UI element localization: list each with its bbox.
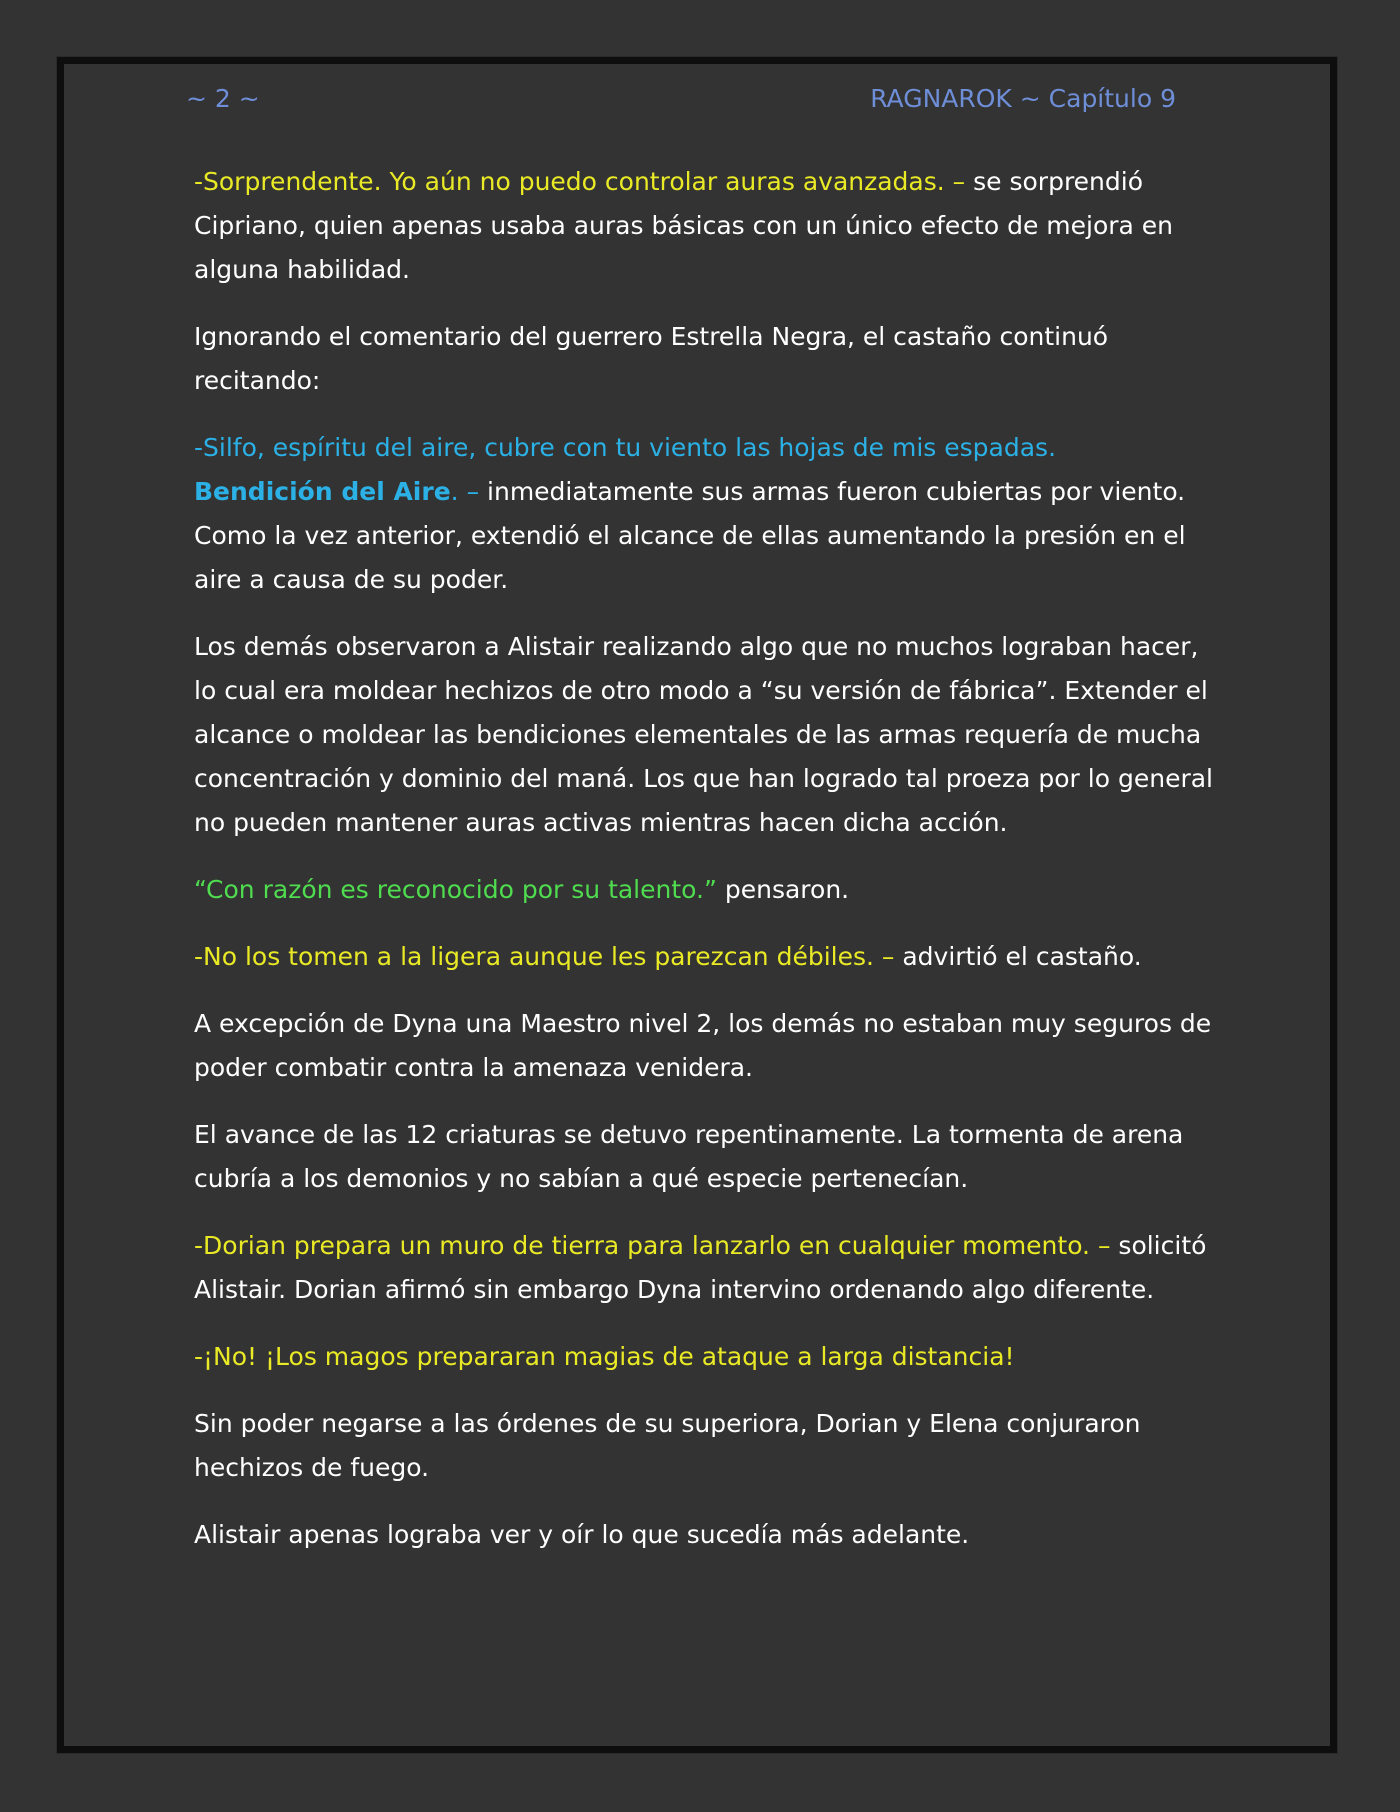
chapter-text xyxy=(194,160,1214,1580)
narration: inmediatamente sus armas fueron cubiertas por viento. Como la vez anterior, extendió el alcance de ellas aumentando la presión en el aire a causa de su poder. xyxy=(194,477,1186,594)
narration: pensaron. xyxy=(716,875,850,904)
dialogue: -Dorian prepara un muro de tierra para lanzarlo en cualquier momento. – xyxy=(194,1231,1111,1260)
dialogue: -¡No! ¡Los magos prepararan magias de ataque a larga distancia! xyxy=(194,1342,1015,1371)
incantation: -Silfo, espíritu del aire, cubre con tu viento las hojas de mis espadas. xyxy=(194,433,1057,462)
spell-tail: . – xyxy=(450,477,480,506)
narration: A excepción de Dyna una Maestro nivel 2, los demás no estaban muy seguros de poder combatir contra la amenaza venidera. xyxy=(194,1009,1212,1082)
thought: “Con razón es reconocido por su talento.” xyxy=(194,875,717,904)
paragraph-6 xyxy=(194,935,1214,979)
paragraph-11 xyxy=(194,1402,1214,1490)
narration: El avance de las 12 criaturas se detuvo repentinamente. La tormenta de arena cubría a los demonios y no sabían a qué especie pertenecían. xyxy=(194,1120,1184,1193)
paragraph-4 xyxy=(194,625,1214,845)
narration: Los demás observaron a Alistair realizando algo que no muchos lograban hacer, lo cual era moldear hechizos de otro modo a “su versión de fábrica”. Extender el alcance o moldear las bendiciones elementales de las armas requería de mucha concentración y dominio del maná. Los que han logrado tal proeza por lo general no pueden mantener auras activas mientras hacen dicha acción. xyxy=(194,632,1213,837)
narration: Ignorando el comentario del guerrero Estrella Negra, el castaño continuó recitando: xyxy=(194,322,1109,395)
paragraph-2 xyxy=(194,315,1214,403)
dialogue: -Sorprendente. Yo aún no puedo controlar auras avanzadas. – xyxy=(194,167,966,196)
paragraph-1 xyxy=(194,160,1214,292)
paragraph-7 xyxy=(194,1002,1214,1090)
paragraph-9 xyxy=(194,1224,1214,1312)
narration: Sin poder negarse a las órdenes de su superiora, Dorian y Elena conjuraron hechizos de fuego. xyxy=(194,1409,1141,1482)
paragraph-8 xyxy=(194,1113,1214,1201)
narration: advirtió el castaño. xyxy=(894,942,1142,971)
dialogue: -No los tomen a la ligera aunque les parezcan débiles. – xyxy=(194,942,895,971)
narration: solicitó Alistair. Dorian afirmó sin embargo Dyna intervino ordenando algo diferente. xyxy=(194,1231,1207,1304)
paragraph-10 xyxy=(194,1335,1214,1379)
page-number: ~ 2 ~ xyxy=(186,84,260,113)
narration: Alistair apenas lograba ver y oír lo que sucedía más adelante. xyxy=(194,1520,970,1549)
narration: se sorprendió Cipriano, quien apenas usaba auras básicas con un único efecto de mejora en alguna habilidad. xyxy=(194,167,1174,284)
page-header xyxy=(186,84,1176,124)
paragraph-5 xyxy=(194,868,1214,912)
running-title: RAGNAROK ~ Capítulo 9 xyxy=(870,84,1176,113)
spell-name: Bendición del Aire xyxy=(194,477,451,506)
paragraph-12 xyxy=(194,1513,1214,1557)
paragraph-3 xyxy=(194,426,1214,602)
